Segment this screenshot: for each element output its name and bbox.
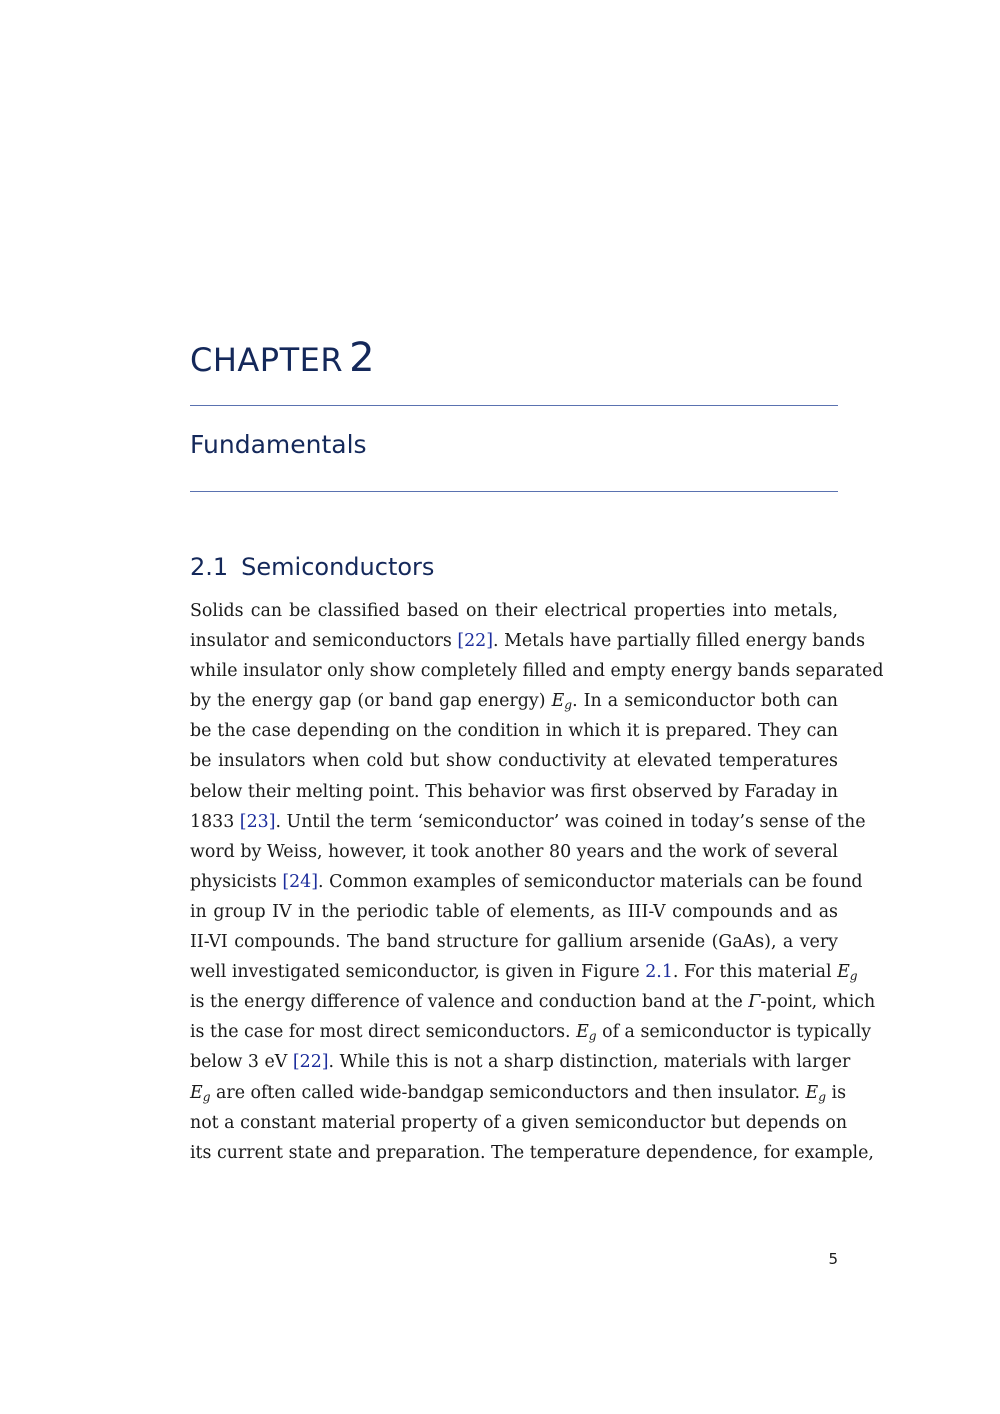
citation-link[interactable]: [22] bbox=[292, 1052, 329, 1073]
symbol-eg: $E_g$ bbox=[551, 691, 573, 713]
text-line: below their melting point. This behavior was first observed by Faraday in bbox=[190, 781, 838, 802]
symbol-eg: $E_g$ bbox=[576, 1022, 597, 1044]
text-line: not a constant material property of a given semiconductor but depends on bbox=[190, 1112, 848, 1133]
text-line: be insulators when cold but show conductivity at elevated temperatures bbox=[190, 751, 838, 772]
chapter-heading bbox=[190, 335, 375, 381]
text-line: insulator and semiconductors [22]. Metals have partially filled energy bands bbox=[190, 631, 865, 652]
text-line: its current state and preparation. The temperature dependence, for example, bbox=[190, 1142, 874, 1163]
text-line: in group IV in the periodic table of elements, as III-V compounds and as bbox=[190, 901, 838, 922]
section-title: Semiconductors bbox=[241, 553, 435, 581]
text-line: 1833 [23]. Until the term ‘semiconductor’ was coined in today’s sense of the bbox=[190, 811, 866, 832]
text-line: is the energy difference of valence and conduction band at the Γ-point, which bbox=[190, 992, 876, 1013]
text-line: $E_g$ are often called wide-bandgap semiconductors and then insulator. $E_g$ is bbox=[190, 1082, 847, 1104]
text-line: be the case depending on the condition in which it is prepared. They can bbox=[190, 721, 838, 742]
chapter-label: CHAPTER bbox=[190, 341, 344, 379]
section-heading bbox=[190, 553, 434, 582]
citation-link[interactable]: [24] bbox=[282, 871, 319, 892]
chapter-title: Fundamentals bbox=[190, 430, 367, 459]
section-number: 2.1 bbox=[190, 553, 229, 581]
text-line: physicists [24]. Common examples of semiconductor materials can be found bbox=[190, 871, 863, 892]
citation-link[interactable]: [22] bbox=[457, 631, 494, 652]
figure-reference-link[interactable]: 2.1 bbox=[645, 962, 673, 983]
chapter-bottom-rule bbox=[190, 491, 838, 492]
chapter-top-rule bbox=[190, 405, 838, 406]
text-line: below 3 eV [22]. While this is not a sharp distinction, materials with larger bbox=[190, 1052, 851, 1073]
citation-link[interactable]: [23] bbox=[239, 811, 276, 832]
text-line: well investigated semiconductor, is given in Figure 2.1. For this material $E_g$ bbox=[190, 962, 858, 984]
symbol-eg: $E_g$ bbox=[190, 1082, 211, 1104]
symbol-eg: $E_g$ bbox=[805, 1082, 827, 1104]
body-paragraph bbox=[190, 596, 884, 1168]
text-line: by the energy gap (or band gap energy) $E_g$. In a semiconductor both can bbox=[190, 691, 838, 713]
page-number: 5 bbox=[828, 1250, 838, 1268]
text-line: II-VI compounds. The band structure for gallium arsenide (GaAs), a very bbox=[190, 932, 838, 953]
text-line: word by Weiss, however, it took another 80 years and the work of several bbox=[190, 841, 838, 862]
symbol-gamma: Γ bbox=[748, 992, 761, 1013]
symbol-eg: $E_g$ bbox=[837, 962, 858, 984]
text-line: Solids can be classified based on their electrical properties into metals, bbox=[190, 601, 838, 621]
text-line: while insulator only show completely filled and empty energy bands separated bbox=[190, 661, 884, 682]
chapter-number: 2 bbox=[349, 335, 375, 381]
text-line: is the case for most direct semiconductors. $E_g$ of a semiconductor is typically bbox=[190, 1022, 872, 1044]
